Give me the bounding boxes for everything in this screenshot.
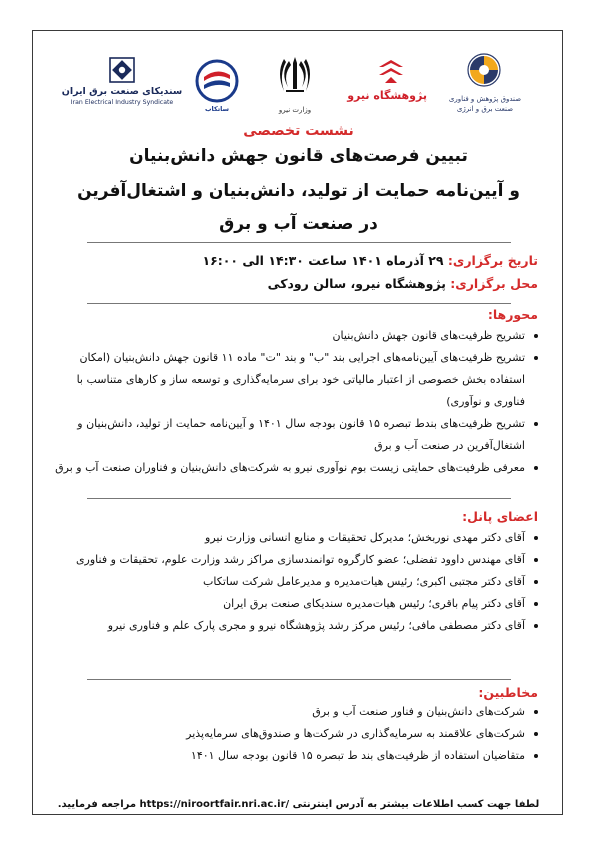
- footer-text-before: لطفا جهت کسب اطلاعات بیشتر به آدرس اینترنتی: [292, 799, 540, 810]
- list-item: تشریح ظرفیت‌های بندط تبصره ۱۵ قانون بودجه سال ۱۴۰۱ و آیین‌نامه حمایت از تولید، دانش‌بنیان و اشتغال‌آفرین در صنعت آب و برق: [45, 413, 540, 457]
- satkab-emblem-icon: [195, 59, 239, 103]
- list-item: تشریح ظرفیت‌های آیین‌نامه‌های اجرایی بند "ب" و بند "ت" ماده ۱۱ قانون جهش دانش‌بنیان (امکان استفاده بخش خصوصی از اعتبار مالیاتی خود برای سرمایه‌گذاری و توسعه ساز و کارهای متناسب با فناوری و نوآوری): [45, 347, 540, 413]
- syndicate-name-en: Iran Electrical Industry Syndicate: [70, 99, 174, 106]
- poster-frame: [32, 30, 563, 815]
- date-value: ۲۹ آذرماه ۱۴۰۱ ساعت ۱۴:۳۰ الی ۱۶:۰۰: [202, 253, 444, 268]
- fund-name-line1: صندوق پژوهش و فناوری: [448, 95, 522, 103]
- venue-value: پژوهشگاه نیرو، سالن رودکی: [267, 276, 446, 291]
- fund-emblem-icon: [467, 53, 501, 87]
- event-title-line-1: تبیین فرصت‌های قانون جهش دانش‌بنیان: [129, 146, 468, 166]
- ministry-name: وزارت نیرو: [278, 106, 312, 114]
- divider-title: [87, 242, 511, 243]
- syndicate-name-fa: سندیکای صنعت برق ایران: [61, 86, 183, 97]
- list-item: آقای مهندس داوود تفضلی؛ عضو کارگروه توانمندسازی مراکز رشد وزارت علوم، تحقیقات و فناوری: [45, 549, 540, 571]
- list-item: آقای دکتر مصطفی مافی؛ رئیس مرکز رشد پژوهشگاه نیرو و مجری پارک علم و فناوری نیرو: [45, 615, 540, 637]
- event-title-line-3: در صنعت آب و برق: [219, 214, 378, 234]
- event-title-line-2: و آیین‌نامه حمایت از تولید، دانش‌بنیان و اشتغال‌آفرین: [77, 181, 520, 201]
- audience-heading: مخاطبین:: [478, 685, 538, 700]
- nri-name: پژوهشگاه نیرو: [347, 89, 427, 102]
- venue-label: محل برگزاری:: [450, 276, 538, 291]
- list-item: آقای دکتر مجتبی اکبری؛ رئیس هیات‌مدیره و مدیرعامل شرکت ساتکاب: [45, 571, 540, 593]
- event-venue: [268, 276, 538, 291]
- axes-heading: محورها:: [487, 307, 538, 322]
- panel-heading: اعضای پانل:: [462, 509, 538, 524]
- satkab-logo: [191, 45, 243, 125]
- iran-emblem-icon: [274, 53, 316, 95]
- divider-axes: [87, 498, 511, 499]
- website-link[interactable]: https://niroortfair.nri.ac.ir/: [139, 799, 290, 810]
- syndicate-emblem-icon: [109, 57, 135, 83]
- audience-list: [45, 701, 540, 767]
- fund-logo: [437, 45, 533, 125]
- satkab-name: ساتکاب: [204, 105, 230, 113]
- footer-note: [33, 799, 564, 810]
- nri-logo: [347, 45, 427, 125]
- panel-list: [45, 527, 540, 637]
- footer-text-after: مراجعه فرمایید.: [57, 799, 137, 810]
- list-item: معرفی ظرفیت‌های حمایتی زیست بوم نوآوری نیرو به شرکت‌های دانش‌بنیان و فناوران صنعت آب و برق: [45, 457, 540, 479]
- date-label: تاریخ برگزاری:: [447, 253, 538, 268]
- divider-panel: [87, 679, 511, 680]
- fund-name-line2: صنعت برق و انرژی: [456, 105, 514, 113]
- list-item: تشریح ظرفیت‌های قانون جهش دانش‌بنیان: [45, 325, 540, 347]
- logo-row: [33, 45, 564, 125]
- ministry-logo: [265, 45, 325, 125]
- syndicate-logo: [59, 45, 185, 125]
- list-item: متقاضیان استفاده از ظرفیت‌های بند ط تبصره ۱۵ قانون بودجه سال ۱۴۰۱: [45, 745, 540, 767]
- event-subtitle: نشست تخصصی: [243, 123, 354, 139]
- nri-emblem-icon: [375, 57, 407, 85]
- event-date: [202, 253, 538, 268]
- list-item: شرکت‌های علاقمند به سرمایه‌گذاری در شرکت‌ها و صندوق‌های سرمایه‌پذیر: [45, 723, 540, 745]
- axes-list: [45, 325, 540, 479]
- list-item: آقای دکتر پیام باقری؛ رئیس هیات‌مدیره سندیکای صنعت برق ایران: [45, 593, 540, 615]
- list-item: شرکت‌های دانش‌بنیان و فناور صنعت آب و برق: [45, 701, 540, 723]
- list-item: آقای دکتر مهدی نوربخش؛ مدیرکل تحقیقات و منابع انسانی وزارت نیرو: [45, 527, 540, 549]
- divider-info: [87, 303, 511, 304]
